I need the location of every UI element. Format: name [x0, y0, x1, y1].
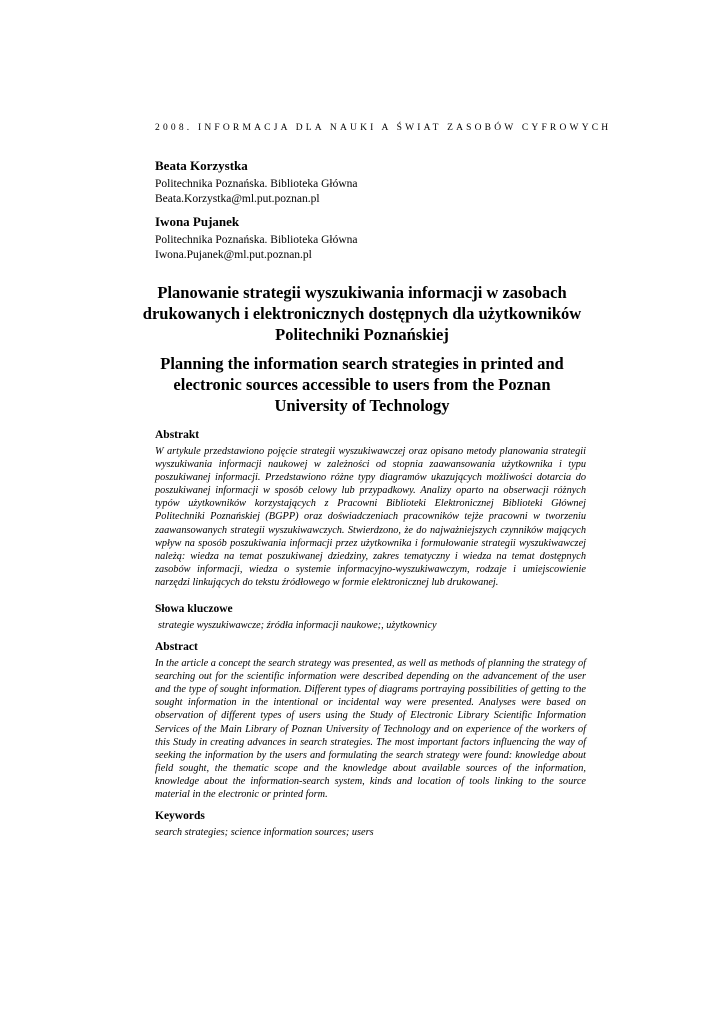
- title-block: [140, 282, 584, 416]
- keywords-text: search strategies; science information sources; users: [155, 827, 374, 839]
- author-affiliation: Politechnika Poznańska. Biblioteka Główna: [155, 234, 358, 246]
- running-header: 2008. INFORMACJA DLA NAUKI A ŚWIAT ZASOBÓW CYFROWYCH: [155, 123, 612, 133]
- paper-title-polish: Planowanie strategii wyszukiwania informacji w zasobach drukowanych i elektronicznych dostępnych dla użytkowników Politechniki Poznańskiej: [142, 283, 582, 344]
- author-name: Beata Korzystka: [155, 158, 248, 173]
- author-block: [155, 213, 585, 263]
- author-email: Iwona.Pujanek@ml.put.poznan.pl: [155, 249, 312, 261]
- abstract-text: In the article a concept the search strategy was presented, as well as methods of planning the strategy of searching out for the scientific information were described depending on the advancement of the user and the type of sought information. Different types of diagrams portraying possibilities of getting to the sought information in the intentional or incidental way were presented. Analyses were based on observation of different types of users using the Study of Electronic Library Scientific Information Services of the Main Library of Poznan University of Technology and on experience of the workers of this Study in creating advances in search strategies. The most important factors influencing the way of seeking the information by the users and formulating the search strategy were found: knowledge about field sought, the thematic scope and the knowledge about available sources of the information, knowledge about the information-search system, kinds and location of tools linking to the source material in the electronic or printed form.: [155, 658, 586, 800]
- abstract-heading: Abstract: [155, 641, 198, 654]
- abstrakt-text: W artykule przedstawiono pojęcie strategii wyszukiwawczej oraz opisano metody planowania strategii wyszukiwania informacji naukowej w zależności od stopnia zaawansowania użytkownika i typu poszukiwanej informacji. Przedstawiono różne typy diagramów ukazujących możliwości dotarcia do poszukiwanej informacji w sposób celowy lub przypadkowy. Analizy oparto na obserwacji różnych typów użytkowników korzystających z Pracowni Biblioteki Elektronicznej Biblioteki Głównej Politechniki Poznańskiej (BGPP) oraz doświadczeniach pracowników tejże pracowni w tworzeniu zaawansowanych strategii wyszukiwawczych. Stwierdzono, że do najważniejszych czynników mających wpływ na sposób poszukiwania informacji przez użytkownika i formułowanie strategii wyszukiwawczej należą: wiedza na temat poszukiwanej dziedziny, zakres tematyczny i wiedza na temat dostępnych zasobów informacji, wiedza o systemie informacyjno-wyszukiwawczym, rodzaje i umiejscowienie narzędzi linkujących do tekstu źródłowego w formie elektronicznej lub drukowanej.: [155, 446, 586, 588]
- abstract-section: [155, 428, 586, 839]
- spacer: [155, 801, 586, 809]
- paper-title-english: Planning the information search strategies in printed and electronic sources accessible to users from the Poznan University of Technology: [160, 354, 564, 415]
- author-affiliation: Politechnika Poznańska. Biblioteka Główna: [155, 178, 358, 190]
- spacer: [155, 589, 586, 602]
- keywords-heading: Keywords: [155, 810, 205, 823]
- author-name: Iwona Pujanek: [155, 214, 240, 229]
- slowa-kluczowe-text: strategie wyszukiwawcze; źródła informacji naukowe;, użytkownicy: [158, 620, 437, 632]
- abstrakt-heading: Abstrakt: [155, 429, 200, 441]
- author-email: Beata.Korzystka@ml.put.poznan.pl: [155, 193, 320, 205]
- slowa-kluczowe-heading: Słowa kluczowe: [155, 603, 233, 616]
- spacer: [155, 632, 586, 640]
- author-block: [155, 157, 585, 207]
- author-list: [155, 157, 585, 263]
